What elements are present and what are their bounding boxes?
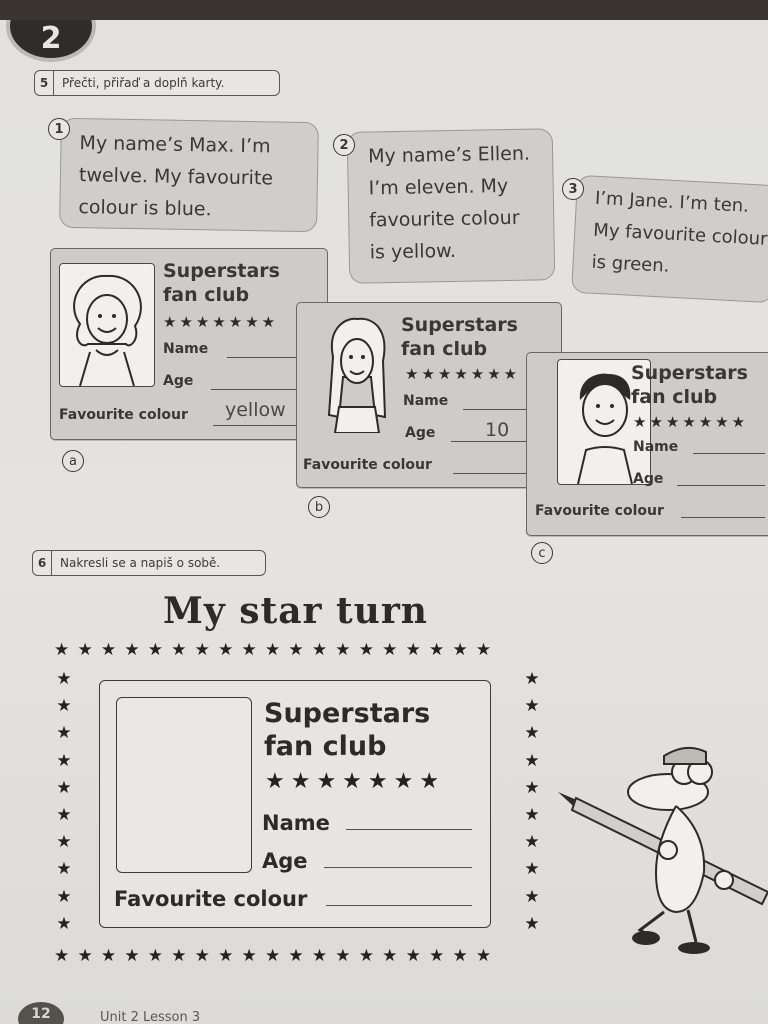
colour-label: Favourite colour [114, 887, 308, 911]
card-title: Superstars fan club [401, 314, 518, 360]
unit-badge: 2 [6, 20, 96, 62]
star-border-right: ★ ★ ★ ★ ★ ★ ★ ★ ★ ★ [524, 669, 540, 934]
star-border-left: ★ ★ ★ ★ ★ ★ ★ ★ ★ ★ [56, 669, 72, 934]
card-stars: ★★★★★★★ [265, 769, 446, 794]
bubble-line: favourite colour [369, 206, 520, 232]
card-stars: ★★★★★★★ [633, 413, 749, 431]
card-stars: ★★★★★★★ [405, 365, 521, 383]
card-title: Superstars fan club [264, 698, 431, 762]
bubble-line: My favourite colour [592, 219, 768, 250]
colour-label: Favourite colour [535, 503, 664, 519]
card-letter-a: a [62, 450, 84, 472]
colour-label: Favourite colour [59, 407, 188, 423]
star-border-top: ★★★★★★★★★★★★★★★★★★★ [54, 640, 500, 660]
card-letter-c: c [531, 542, 553, 564]
bubble-line: I’m Jane. I’m ten. [594, 187, 750, 217]
fan-card-c [526, 352, 768, 536]
page-number: 12 [18, 1002, 64, 1024]
girl-with-long-hair-icon [327, 317, 387, 433]
colour-label: Favourite colour [303, 457, 432, 473]
bubble-line: My name’s Max. I’m [79, 132, 271, 158]
colour-line[interactable] [326, 905, 472, 906]
bubble-line: I’m eleven. My [368, 175, 509, 200]
name-label: Name [163, 341, 209, 357]
instruction-text: Přečti, přiřaď a doplň karty. [62, 76, 225, 90]
instruction-text: Nakresli se a napiš o sobě. [60, 556, 221, 570]
fan-card-b [296, 302, 562, 488]
age-label: Age [163, 373, 194, 389]
card-title: Superstars fan club [163, 260, 280, 306]
bubble-line: colour is blue. [78, 196, 212, 221]
card-letter-b: b [308, 496, 330, 518]
text-number-3: 3 [562, 178, 584, 200]
age-label: Age [262, 849, 308, 873]
colour-line[interactable] [681, 517, 765, 518]
girl-portrait-icon [59, 263, 155, 387]
name-line[interactable] [693, 453, 765, 454]
age-label: Age [633, 471, 664, 487]
colour-answer: yellow [225, 399, 286, 421]
age-line[interactable] [677, 485, 765, 486]
star-border-bottom: ★★★★★★★★★★★★★★★★★★★ [54, 946, 500, 966]
name-label: Name [262, 811, 330, 835]
my-fan-card [99, 680, 491, 928]
text-number-1: 1 [48, 118, 70, 140]
age-line[interactable] [324, 867, 472, 868]
card-stars: ★★★★★★★ [163, 313, 279, 331]
workbook-page [0, 20, 768, 1024]
name-label: Name [403, 393, 449, 409]
drawing-area[interactable] [116, 697, 252, 873]
bubble-line: twelve. My favourite [78, 164, 274, 190]
my-star-turn-heading: My star turn [163, 590, 428, 632]
bubble-line: is yellow. [369, 239, 457, 264]
lesson-label: Unit 2 Lesson 3 [100, 1010, 201, 1024]
pencil-character-illustration [556, 742, 768, 954]
exercise-6-instruction [32, 550, 266, 576]
exercise-number: 6 [33, 551, 52, 575]
age-label: Age [405, 425, 436, 441]
bubble-line: is green. [591, 251, 670, 277]
speech-bubble-1 [59, 118, 319, 232]
text-number-2: 2 [333, 134, 355, 156]
name-label: Name [633, 439, 679, 455]
speech-bubble-3 [571, 175, 768, 303]
card-title: Superstars fan club [631, 362, 748, 408]
age-answer: 10 [485, 419, 510, 441]
bubble-line: My name’s Ellen. [367, 142, 531, 168]
speech-bubble-2 [347, 128, 556, 284]
name-line[interactable] [346, 829, 472, 830]
exercise-number: 5 [35, 71, 54, 95]
fan-card-a [50, 248, 328, 440]
exercise-5-instruction [34, 70, 280, 96]
